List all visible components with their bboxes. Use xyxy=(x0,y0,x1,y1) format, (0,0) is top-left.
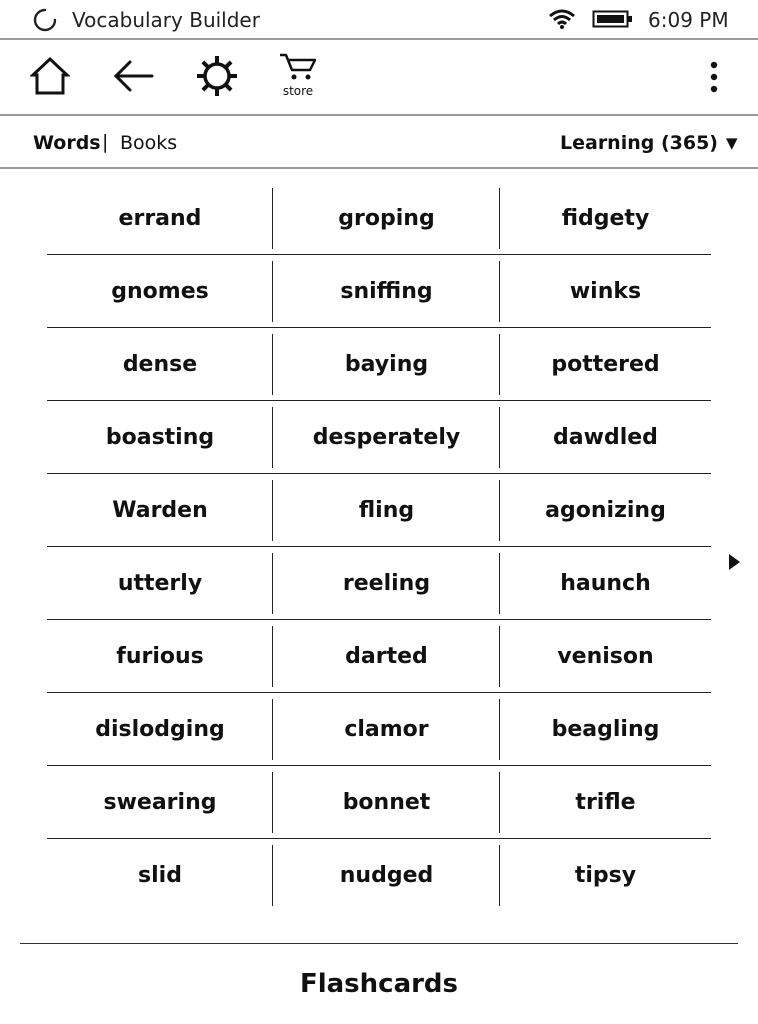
settings-gear-icon xyxy=(195,54,239,98)
word-cell[interactable]: Warden xyxy=(47,474,273,547)
word-cell[interactable]: utterly xyxy=(47,547,273,620)
clock: 6:09 PM xyxy=(648,8,729,32)
caret-down-icon: ▼ xyxy=(726,134,738,152)
word-cell[interactable]: fling xyxy=(273,474,500,547)
store-cart-icon xyxy=(276,52,320,84)
word-cell[interactable]: slid xyxy=(47,839,273,912)
tab-separator: | xyxy=(102,131,109,153)
word-cell[interactable]: baying xyxy=(273,328,500,401)
word-row xyxy=(47,474,711,547)
toolbar xyxy=(0,40,758,116)
word-grid xyxy=(47,182,711,912)
home-button[interactable] xyxy=(30,56,70,96)
word-cell[interactable]: dislodging xyxy=(47,693,273,766)
word-row xyxy=(47,401,711,474)
home-icon xyxy=(30,56,70,96)
word-cell[interactable]: furious xyxy=(47,620,273,693)
word-cell[interactable]: desperately xyxy=(273,401,500,474)
next-page-arrow-icon[interactable] xyxy=(726,552,742,572)
sync-spinner-icon xyxy=(32,7,58,33)
more-menu-button[interactable] xyxy=(702,60,726,94)
word-cell[interactable]: bonnet xyxy=(273,766,500,839)
word-cell[interactable]: boasting xyxy=(47,401,273,474)
back-arrow-icon xyxy=(112,56,154,96)
wifi-icon xyxy=(548,8,576,30)
word-cell[interactable]: reeling xyxy=(273,547,500,620)
store-button[interactable] xyxy=(276,52,320,102)
settings-button[interactable] xyxy=(195,54,239,98)
word-cell[interactable]: trifle xyxy=(575,790,636,815)
word-row xyxy=(47,766,711,839)
word-cell[interactable]: tipsy xyxy=(574,863,637,888)
status-bar xyxy=(0,0,758,40)
word-cell[interactable]: pottered xyxy=(551,352,660,377)
word-cell[interactable]: gnomes xyxy=(47,255,273,328)
word-cell[interactable]: groping xyxy=(273,182,500,255)
word-cell[interactable]: sniffing xyxy=(273,255,500,328)
word-row xyxy=(47,693,711,766)
word-row xyxy=(47,328,711,401)
learning-filter-label: Learning (365) xyxy=(560,132,718,154)
app-title: Vocabulary Builder xyxy=(72,8,260,32)
tab-books[interactable]: Books xyxy=(120,132,178,154)
word-row xyxy=(47,547,711,620)
word-cell[interactable]: haunch xyxy=(560,571,651,596)
word-cell[interactable]: dense xyxy=(47,328,273,401)
word-row xyxy=(47,620,711,693)
store-label: store xyxy=(282,84,314,98)
word-cell[interactable]: agonizing xyxy=(545,498,666,523)
word-cell[interactable]: winks xyxy=(569,279,642,304)
word-cell[interactable]: beagling xyxy=(551,717,660,742)
word-cell[interactable]: fidgety xyxy=(561,206,650,231)
battery-icon xyxy=(592,8,634,30)
back-button[interactable] xyxy=(112,56,154,96)
word-row xyxy=(47,182,711,255)
filter-bar xyxy=(0,116,758,169)
word-row xyxy=(47,839,711,912)
word-cell[interactable]: clamor xyxy=(273,693,500,766)
word-cell[interactable]: venison xyxy=(557,644,654,669)
more-menu-icon xyxy=(702,60,726,94)
word-row xyxy=(47,255,711,328)
word-cell[interactable]: darted xyxy=(273,620,500,693)
tab-words[interactable]: Words xyxy=(33,132,101,154)
learning-filter-dropdown[interactable] xyxy=(560,132,738,154)
word-cell[interactable]: dawdled xyxy=(553,425,658,450)
word-cell[interactable]: nudged xyxy=(273,839,500,912)
flashcards-button[interactable]: Flashcards xyxy=(299,969,459,999)
word-cell[interactable]: swearing xyxy=(47,766,273,839)
word-cell[interactable]: errand xyxy=(47,182,273,255)
